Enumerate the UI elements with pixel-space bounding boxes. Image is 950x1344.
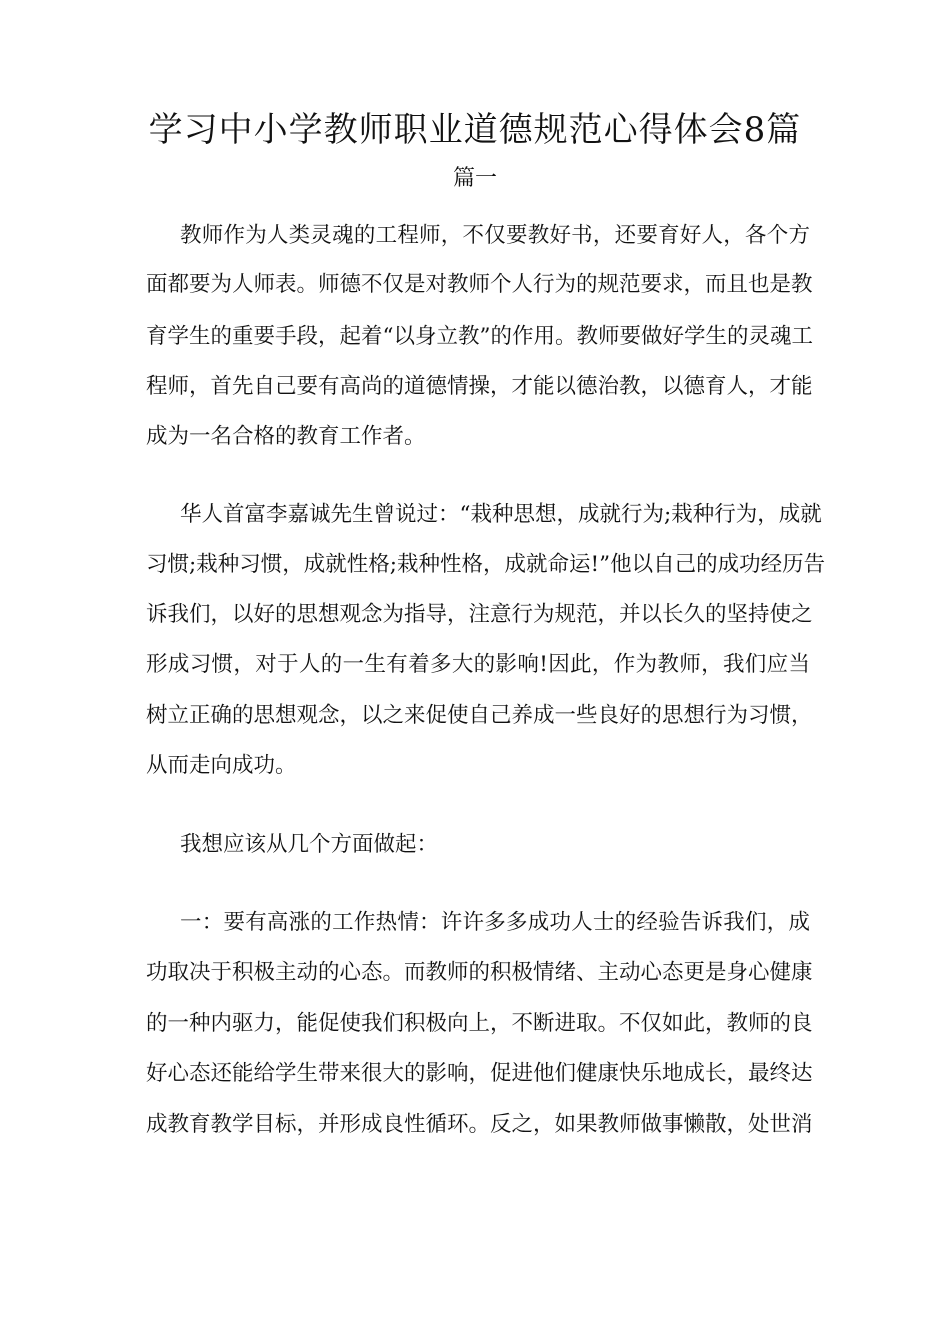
paragraph-line: 习惯;栽种习惯，成就性格;栽种性格，成就命运!”他以自己的成功经历告 [146,552,826,577]
paragraph-line: 好心态还能给学生带来很大的影响，促进他们健康快乐地成长，最终达 [146,1061,813,1086]
paragraph-line: 树立正确的思想观念，以之来促使自己养成一些良好的思想行为习惯， [146,703,813,728]
paragraph-line: 功取决于积极主动的心态。而教师的积极情绪、主动心态更是身心健康 [146,960,813,985]
paragraph-line: 成教育教学目标，并形成良性循环。反之，如果教师做事懒散，处世消 [146,1112,813,1137]
paragraph-line: 成为一名合格的教育工作者。 [146,424,426,449]
paragraph-line: 教师作为人类灵魂的工程师，不仅要教好书，还要育好人，各个方 [180,223,810,248]
paragraph-line: 华人首富李嘉诚先生曾说过：“栽种思想，成就行为;栽种行为，成就 [180,502,822,527]
paragraph-line: 程师，首先自己要有高尚的道德情操，才能以德治教，以德育人，才能 [146,374,813,399]
paragraph-line: 诉我们，以好的思想观念为指导，注意行为规范，并以长久的坚持使之 [146,602,813,627]
paragraph-line: 育学生的重要手段，起着“以身立教”的作用。教师要做好学生的灵魂工 [146,324,813,349]
paragraph-line: 面都要为人师表。师德不仅是对教师个人行为的规范要求，而且也是教 [146,272,813,297]
paragraph-line: 一：要有高涨的工作热情：许许多多成功人士的经验告诉我们，成 [180,910,810,935]
paragraph-line: 从而走向成功。 [146,753,297,778]
section-title: 篇一 [452,166,497,191]
paragraph-line: 的一种内驱力，能促使我们积极向上，不断进取。不仅如此，教师的良 [146,1011,813,1036]
paragraph-line: 我想应该从几个方面做起： [180,832,439,857]
paragraph-line: 形成习惯，对于人的一生有着多大的影响!因此，作为教师，我们应当 [146,652,810,677]
document-title: 学习中小学教师职业道德规范心得体会8篇 [148,110,802,150]
